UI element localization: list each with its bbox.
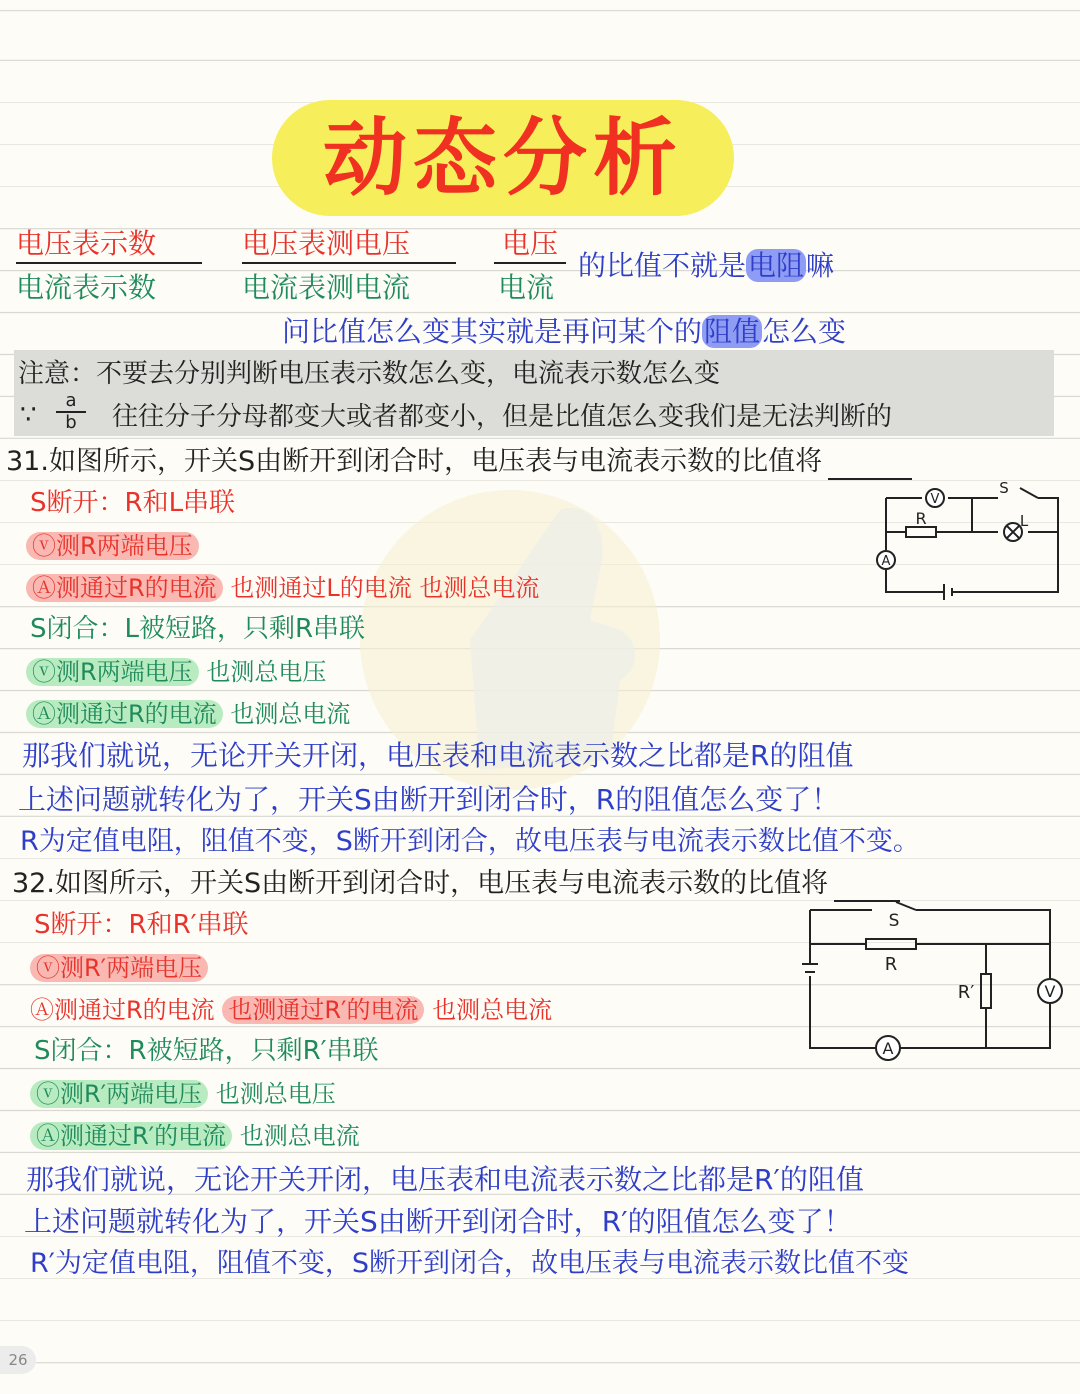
ratio-numerator-1: 电压表示数: [16, 226, 202, 264]
circuit31-ammeter-label: A: [881, 554, 891, 569]
q31-ammeter-closed-more: 也测总电流: [230, 700, 351, 728]
page-number: 26: [0, 1346, 36, 1374]
q31-conclusion-1: 那我们就说，无论开关开闭，电压表和电流表示数之比都是R的阻值: [22, 739, 854, 772]
circuit31-switch-label: S: [999, 479, 1009, 497]
q32-ammeter-closed-more: 也测总电流: [239, 1122, 360, 1150]
q32-ammeter-open: [30, 994, 552, 1026]
q31-ammeter-open-text: Ⓐ测通过R的电流: [26, 574, 223, 602]
q32-conclusion-3: R′为定值电阻，阻值不变，S断开到闭合，故电压表与电流表示数比值不变: [30, 1248, 910, 1279]
remark-highlight: 电阻: [748, 249, 805, 282]
q31-switch-open: S断开：R和L串联: [30, 488, 236, 518]
note-fraction: [56, 391, 86, 433]
circuit31-resistor-label: R: [915, 509, 927, 528]
circuit32-resistor-label: R: [884, 954, 898, 975]
q31-ammeter-closed-text: Ⓐ测通过R的电流: [26, 700, 223, 728]
q31-conclusion-2: 上述问题就转化为了，开关S由断开到闭合时，R的阻值怎么变了！: [18, 783, 840, 816]
ratio-denominator-2: 电流表测电流: [242, 271, 411, 304]
q32-ammeter-closed-text: Ⓐ测通过R′的电流: [30, 1122, 232, 1150]
fraction-numerator: a: [56, 391, 86, 413]
question-32-text: 32.如图所示，开关S由断开到闭合时，电压表与电流表示数的比值将: [12, 868, 829, 899]
note-line-1: 注意：不要去分别判断电压表示数怎么变，电流表示数怎么变: [18, 359, 721, 389]
q32-voltmeter-closed-text: ⓥ测R′两端电压: [30, 1080, 208, 1108]
q32-ammeter-open-more: 也测总电流: [432, 996, 553, 1024]
q31-conclusion-3: R为定值电阻，阻值不变，S断开到闭合，故电压表与电流表示数比值不变。: [20, 826, 920, 857]
q31-voltmeter-closed-text: ⓥ测R两端电压: [26, 658, 199, 686]
circuit-diagram-32: [796, 894, 1066, 1064]
fraction-denominator: b: [65, 412, 77, 433]
ratio-denominator-1: 电流表示数: [16, 271, 157, 304]
circuit31-voltmeter-label: V: [930, 492, 940, 507]
ratio-denominator-3: 电流: [498, 271, 555, 304]
circuit32-switch-label: S: [888, 911, 900, 931]
q31-voltmeter-open-text: ⓥ测R两端电压: [26, 532, 199, 560]
explanation-highlight: 阻值: [704, 315, 761, 348]
q32-voltmeter-closed: [30, 1078, 336, 1110]
ratio-numerator-3: 电压: [494, 226, 566, 264]
q32-voltmeter-closed-more: 也测总电压: [215, 1080, 336, 1108]
q31-voltmeter-closed-more: 也测总电压: [206, 658, 327, 686]
ratio-explanation: [282, 314, 846, 350]
q31-ammeter-open-more: 也测通过L的电流 也测总电流: [230, 574, 540, 602]
q32-conclusion-2: 上述问题就转化为了，开关S由断开到闭合时，R′的阻值怎么变了！: [24, 1205, 852, 1238]
q31-ammeter-open: [26, 572, 539, 604]
circuit32-resistor2-label: R′: [957, 982, 975, 1003]
q32-conclusion-1: 那我们就说，无论开关开闭，电压表和电流表示数之比都是R′的阻值: [26, 1163, 864, 1196]
q32-switch-open: S断开：R和R′串联: [34, 910, 249, 940]
ratio-remark: [578, 248, 834, 284]
q32-voltmeter-open: [30, 952, 208, 984]
circuit-diagram-31: [870, 476, 1070, 606]
note-line-2: 往往分子分母都变大或者都变小，但是比值怎么变我们是无法判断的: [112, 402, 893, 432]
explanation-suffix: 怎么变: [762, 315, 847, 348]
ratio-numerator-2: 电压表测电压: [242, 226, 456, 264]
q31-ammeter-closed: [26, 698, 350, 730]
question-31: [6, 444, 912, 480]
q32-ammeter-open-text: Ⓐ测通过R的电流: [30, 996, 215, 1024]
q31-voltmeter-open: [26, 530, 199, 562]
circuit32-voltmeter-label: V: [1044, 982, 1056, 1001]
question-32: [12, 866, 900, 902]
remark-prefix: 的比值不就是: [578, 249, 747, 282]
circuit32-ammeter-label: A: [882, 1039, 894, 1058]
explanation-prefix: 问比值怎么变其实就是再问某个的: [282, 315, 703, 348]
question-31-text: 31.如图所示，开关S由断开到闭合时，电压表与电流表示数的比值将: [6, 446, 823, 477]
remark-suffix: 嘛: [806, 249, 835, 282]
q31-voltmeter-closed: [26, 656, 326, 688]
circuit31-lamp-label: L: [1019, 512, 1029, 530]
page-title: 动态分析: [272, 100, 734, 216]
q32-switch-closed: S闭合：R被短路，只剩R′串联: [34, 1036, 379, 1066]
q32-ammeter-closed: [30, 1120, 360, 1152]
q31-switch-closed: S闭合：L被短路，只剩R串联: [30, 614, 366, 644]
q32-voltmeter-open-text: ⓥ测R′两端电压: [30, 954, 208, 982]
q32-ammeter-open-highlight: 也测通过R′的电流: [222, 996, 424, 1024]
note-because: ∵: [20, 400, 37, 430]
